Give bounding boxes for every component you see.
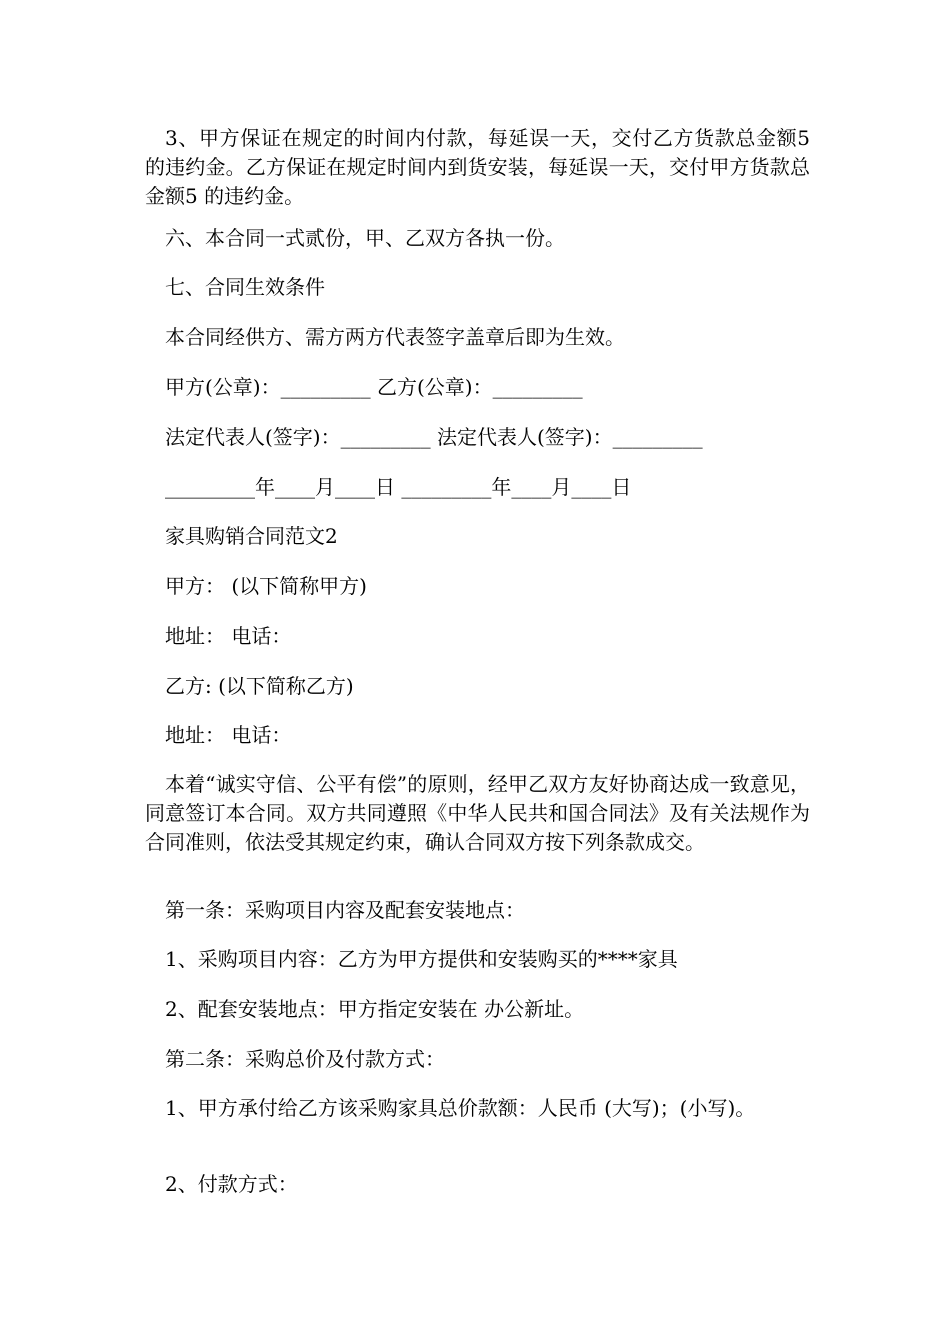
paragraph-effective-heading: 七、合同生效条件 — [165, 275, 325, 299]
paragraph-preamble: 本着“诚实守信、公平有偿”的原则，经甲乙双方友好协商达成一致意见，同意签订本合同。双方共同遵照《中华人民共和国合同法》及有关法规作为合同准则，依法受其规定约束，确认合同双方按下列条款成交。 — [145, 772, 810, 854]
paragraph-copies: 六、本合同一式贰份，甲、乙双方各执一份。 — [165, 226, 565, 250]
party-a-label: 甲方： (以下简称甲方) — [165, 574, 367, 598]
article-2-heading: 第二条：采购总价及付款方式： — [165, 1047, 445, 1071]
paragraph-penalty-clause: 3、甲方保证在规定的时间内付款，每延误一天，交付乙方货款总金额5 的违约金。乙方保证在规定时间内到货安装，每延误一天，交付甲方货款总金额5 的违约金。 — [145, 126, 810, 208]
signature-line-seal: 甲方(公章)：_________ 乙方(公章)：_________ — [165, 375, 583, 399]
party-b-address: 地址： 电话： — [165, 723, 292, 747]
article-2-item-2: 2、付款方式： — [165, 1172, 298, 1196]
section-title-contract-2: 家具购销合同范文2 — [165, 524, 338, 548]
signature-line-date: _________年____月____日 _________年____月____日 — [165, 475, 632, 499]
paragraph-effective-terms: 本合同经供方、需方两方代表签字盖章后即为生效。 — [165, 325, 625, 349]
party-b-label: 乙方: (以下简称乙方) — [165, 674, 354, 698]
article-1-item-1: 1、采购项目内容：乙方为甲方提供和安装购买的****家具 — [165, 947, 678, 971]
signature-line-representative: 法定代表人(签字)：_________ 法定代表人(签字)：_________ — [165, 425, 703, 449]
article-1-item-2: 2、配套安装地点：甲方指定安装在 办公新址。 — [165, 997, 585, 1021]
party-a-address: 地址： 电话： — [165, 624, 292, 648]
article-1-heading: 第一条：采购项目内容及配套安装地点： — [165, 898, 525, 922]
article-2-item-1: 1、甲方承付给乙方该采购家具总价款额：人民币 (大写)；(小写)。 — [165, 1096, 756, 1120]
